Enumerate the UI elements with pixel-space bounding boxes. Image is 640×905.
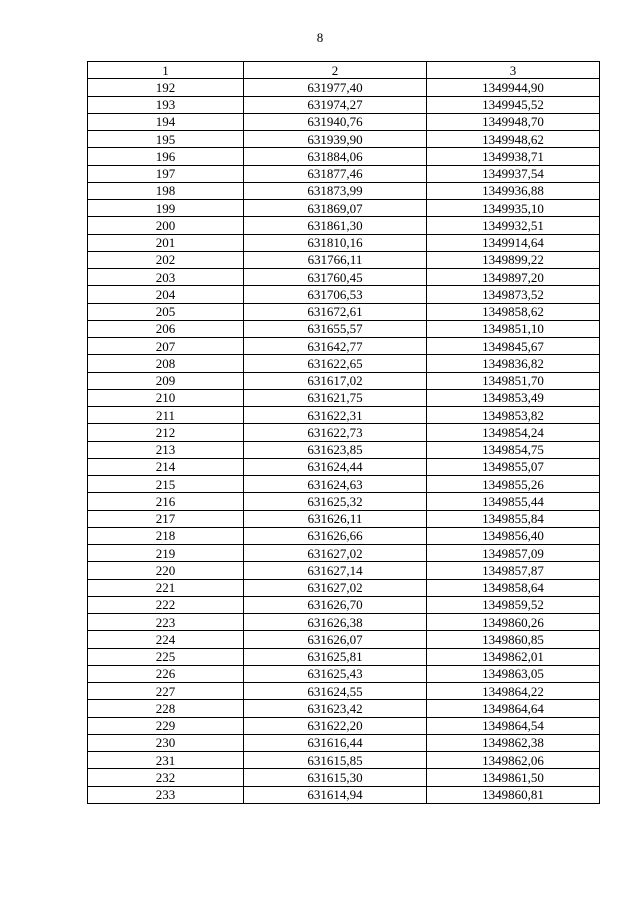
y-coordinate-cell: 1349851,70 [427,372,600,389]
y-coordinate-cell: 1349897,20 [427,269,600,286]
x-coordinate-cell: 631861,30 [244,217,427,234]
table-row [88,596,600,613]
y-coordinate-cell: 1349938,71 [427,148,600,165]
x-coordinate-cell: 631622,20 [244,717,427,734]
point-number-cell: 194 [88,113,244,130]
y-coordinate-cell: 1349863,05 [427,665,600,682]
y-coordinate-cell: 1349864,54 [427,717,600,734]
y-coordinate-cell: 1349860,85 [427,631,600,648]
point-number-cell: 192 [88,79,244,96]
table-row [88,79,600,96]
table-row [88,407,600,424]
y-coordinate-cell: 1349864,64 [427,700,600,717]
y-coordinate-cell: 1349859,52 [427,596,600,613]
coordinates-table [87,61,600,804]
x-coordinate-cell: 631615,30 [244,769,427,786]
point-number-cell: 220 [88,562,244,579]
x-coordinate-cell: 631626,66 [244,527,427,544]
page-number: 8 [316,30,324,45]
point-number-cell: 201 [88,234,244,251]
point-number-cell: 229 [88,717,244,734]
y-coordinate-cell: 1349856,40 [427,527,600,544]
table-row [88,251,600,268]
x-coordinate-cell: 631627,02 [244,545,427,562]
x-coordinate-cell: 631672,61 [244,303,427,320]
table-row [88,527,600,544]
x-coordinate-cell: 631621,75 [244,389,427,406]
y-coordinate-cell: 1349851,10 [427,320,600,337]
table-row [88,200,600,217]
y-coordinate-cell: 1349853,49 [427,389,600,406]
point-number-cell: 208 [88,355,244,372]
y-coordinate-cell: 1349857,09 [427,545,600,562]
y-coordinate-cell: 1349860,81 [427,786,600,803]
table-row [88,631,600,648]
table-row [88,165,600,182]
table-row [88,269,600,286]
x-coordinate-cell: 631869,07 [244,200,427,217]
x-coordinate-cell: 631873,99 [244,182,427,199]
table-row [88,148,600,165]
table-row [88,96,600,113]
y-coordinate-cell: 1349862,38 [427,734,600,751]
point-number-cell: 231 [88,752,244,769]
x-coordinate-cell: 631625,81 [244,648,427,665]
point-number-cell: 195 [88,131,244,148]
point-number-cell: 224 [88,631,244,648]
y-coordinate-cell: 1349936,88 [427,182,600,199]
x-coordinate-cell: 631626,07 [244,631,427,648]
point-number-cell: 226 [88,665,244,682]
table-row [88,441,600,458]
y-coordinate-cell: 1349860,26 [427,614,600,631]
table-row [88,424,600,441]
y-coordinate-cell: 1349862,01 [427,648,600,665]
y-coordinate-cell: 1349836,82 [427,355,600,372]
x-coordinate-cell: 631622,73 [244,424,427,441]
y-coordinate-cell: 1349858,64 [427,579,600,596]
y-coordinate-cell: 1349932,51 [427,217,600,234]
point-number-cell: 214 [88,458,244,475]
point-number-cell: 198 [88,182,244,199]
point-number-cell: 227 [88,683,244,700]
table-row [88,614,600,631]
table-row [88,113,600,130]
point-number-cell: 209 [88,372,244,389]
table-row [88,665,600,682]
x-coordinate-cell: 631623,42 [244,700,427,717]
y-coordinate-cell: 1349853,82 [427,407,600,424]
x-coordinate-cell: 631622,31 [244,407,427,424]
table-body [88,79,600,804]
x-coordinate-cell: 631626,70 [244,596,427,613]
table-row [88,476,600,493]
point-number-cell: 219 [88,545,244,562]
point-number-cell: 205 [88,303,244,320]
y-coordinate-cell: 1349854,24 [427,424,600,441]
point-number-cell: 207 [88,338,244,355]
point-number-cell: 211 [88,407,244,424]
point-number-cell: 225 [88,648,244,665]
point-number-cell: 217 [88,510,244,527]
y-coordinate-cell: 1349854,75 [427,441,600,458]
x-coordinate-cell: 631974,27 [244,96,427,113]
table-row [88,389,600,406]
point-number-cell: 218 [88,527,244,544]
point-number-cell: 223 [88,614,244,631]
y-coordinate-cell: 1349899,22 [427,251,600,268]
point-number-cell: 215 [88,476,244,493]
table-row [88,683,600,700]
table-row [88,648,600,665]
x-coordinate-cell: 631622,65 [244,355,427,372]
x-coordinate-cell: 631615,85 [244,752,427,769]
table-row [88,338,600,355]
table-row [88,545,600,562]
point-number-cell: 216 [88,493,244,510]
table-row [88,286,600,303]
x-coordinate-cell: 631655,57 [244,320,427,337]
table-row [88,786,600,803]
y-coordinate-cell: 1349855,84 [427,510,600,527]
table-row [88,717,600,734]
x-coordinate-cell: 631884,06 [244,148,427,165]
x-coordinate-cell: 631977,40 [244,79,427,96]
y-coordinate-cell: 1349857,87 [427,562,600,579]
x-coordinate-cell: 631626,11 [244,510,427,527]
y-coordinate-cell: 1349873,52 [427,286,600,303]
y-coordinate-cell: 1349845,67 [427,338,600,355]
column-header: 3 [427,62,600,79]
table-row [88,182,600,199]
x-coordinate-cell: 631810,16 [244,234,427,251]
x-coordinate-cell: 631642,77 [244,338,427,355]
y-coordinate-cell: 1349948,62 [427,131,600,148]
point-number-cell: 193 [88,96,244,113]
point-number-cell: 210 [88,389,244,406]
table-row [88,752,600,769]
point-number-cell: 202 [88,251,244,268]
y-coordinate-cell: 1349944,90 [427,79,600,96]
x-coordinate-cell: 631625,32 [244,493,427,510]
x-coordinate-cell: 631624,44 [244,458,427,475]
x-coordinate-cell: 631624,63 [244,476,427,493]
table-row [88,562,600,579]
table-row [88,217,600,234]
point-number-cell: 228 [88,700,244,717]
point-number-cell: 196 [88,148,244,165]
table-row [88,769,600,786]
y-coordinate-cell: 1349858,62 [427,303,600,320]
point-number-cell: 200 [88,217,244,234]
y-coordinate-cell: 1349864,22 [427,683,600,700]
x-coordinate-cell: 631766,11 [244,251,427,268]
table-row [88,579,600,596]
y-coordinate-cell: 1349914,64 [427,234,600,251]
point-number-cell: 197 [88,165,244,182]
x-coordinate-cell: 631623,85 [244,441,427,458]
table-row [88,700,600,717]
x-coordinate-cell: 631877,46 [244,165,427,182]
table-row [88,320,600,337]
y-coordinate-cell: 1349861,50 [427,769,600,786]
point-number-cell: 204 [88,286,244,303]
point-number-cell: 230 [88,734,244,751]
table-row [88,458,600,475]
x-coordinate-cell: 631617,02 [244,372,427,389]
table-row [88,355,600,372]
y-coordinate-cell: 1349855,44 [427,493,600,510]
y-coordinate-cell: 1349948,70 [427,113,600,130]
point-number-cell: 199 [88,200,244,217]
table-row [88,372,600,389]
point-number-cell: 221 [88,579,244,596]
y-coordinate-cell: 1349937,54 [427,165,600,182]
point-number-cell: 222 [88,596,244,613]
point-number-cell: 212 [88,424,244,441]
x-coordinate-cell: 631627,14 [244,562,427,579]
x-coordinate-cell: 631616,44 [244,734,427,751]
table-row [88,493,600,510]
table-row [88,234,600,251]
x-coordinate-cell: 631706,53 [244,286,427,303]
x-coordinate-cell: 631627,02 [244,579,427,596]
y-coordinate-cell: 1349862,06 [427,752,600,769]
point-number-cell: 203 [88,269,244,286]
table-row [88,734,600,751]
column-header: 2 [244,62,427,79]
x-coordinate-cell: 631614,94 [244,786,427,803]
x-coordinate-cell: 631939,90 [244,131,427,148]
table-row [88,303,600,320]
y-coordinate-cell: 1349855,07 [427,458,600,475]
x-coordinate-cell: 631940,76 [244,113,427,130]
x-coordinate-cell: 631760,45 [244,269,427,286]
x-coordinate-cell: 631625,43 [244,665,427,682]
point-number-cell: 233 [88,786,244,803]
point-number-cell: 232 [88,769,244,786]
point-number-cell: 213 [88,441,244,458]
table-header-row [88,62,600,79]
y-coordinate-cell: 1349945,52 [427,96,600,113]
column-header: 1 [88,62,244,79]
x-coordinate-cell: 631626,38 [244,614,427,631]
y-coordinate-cell: 1349935,10 [427,200,600,217]
table-row [88,131,600,148]
table-row [88,510,600,527]
x-coordinate-cell: 631624,55 [244,683,427,700]
point-number-cell: 206 [88,320,244,337]
y-coordinate-cell: 1349855,26 [427,476,600,493]
